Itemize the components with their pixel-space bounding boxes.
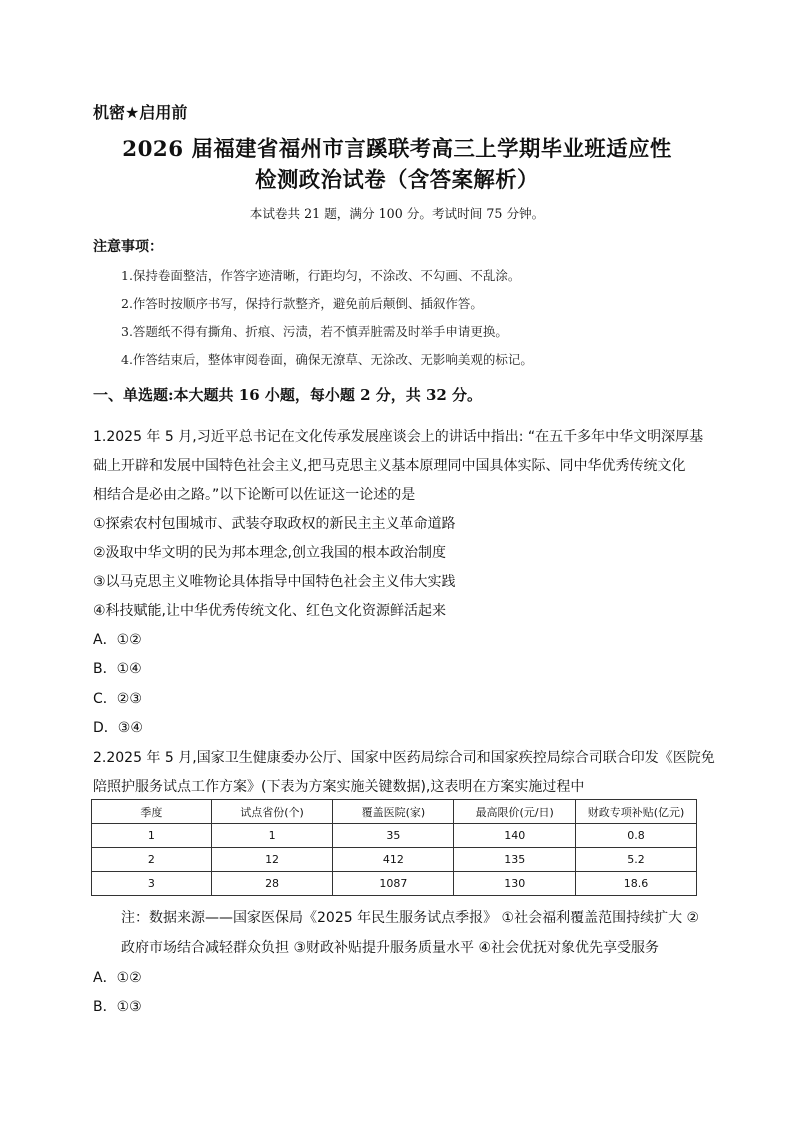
q2-text-line: 陪照护服务试点工作方案》(下表为方案实施关键数据),这表明在方案实施过程中 bbox=[93, 779, 585, 795]
q2-option-b: B．①③ bbox=[93, 999, 142, 1015]
table-header-cell: 财政专项补贴(亿元) bbox=[576, 800, 697, 824]
notice-item: 2.作答时按顺序书写，保持行款整齐，避免前后颠倒、插叙作答。 bbox=[121, 296, 483, 311]
q1-text-line: 相结合是必由之路。”以下论断可以佐证这一论述的是 bbox=[93, 487, 416, 503]
q1-statement: ②汲取中华文明的民为邦本理念,创立我国的根本政治制度 bbox=[93, 545, 446, 561]
table-cell: 0.8 bbox=[576, 824, 697, 848]
q1-option-c: C．②③ bbox=[93, 691, 142, 707]
table-cell: 18.6 bbox=[576, 872, 697, 896]
table-row bbox=[92, 872, 697, 896]
notice-item: 4.作答结束后，整体审阅卷面，确保无潦草、无涂改、无影响美观的标记。 bbox=[121, 352, 533, 367]
table-cell: 3 bbox=[92, 872, 212, 896]
q1-option-a: A．①② bbox=[93, 632, 142, 648]
table-cell: 1087 bbox=[333, 872, 454, 896]
q2-text-line: 2.2025 年 5 月,国家卫生健康委办公厅、国家中医药局综合司和国家疾控局综合司联合印发《医院免 bbox=[93, 750, 715, 766]
notice-heading: 注意事项： bbox=[93, 239, 163, 255]
section-heading: 一、单选题:本大题共 16 小题，每小题 2 分，共 32 分。 bbox=[93, 386, 483, 404]
table-cell: 28 bbox=[211, 872, 333, 896]
table-cell: 135 bbox=[454, 848, 576, 872]
q1-statement: ④科技赋能,让中华优秀传统文化、红色文化资源鲜活起来 bbox=[93, 603, 446, 619]
table-cell: 5.2 bbox=[576, 848, 697, 872]
table-cell: 2 bbox=[92, 848, 212, 872]
q2-option-a: A．①② bbox=[93, 970, 142, 986]
notice-item: 3.答题纸不得有撕角、折痕、污渍，若不慎弄脏需及时举手申请更换。 bbox=[121, 324, 508, 339]
q2-note-line: 政府市场结合减轻群众负担 ③财政补贴提升服务质量水平 ④社会优抚对象优先享受服务 bbox=[121, 940, 659, 956]
table-header-cell: 最高限价(元/日) bbox=[454, 800, 576, 824]
exam-title-line2: 检测政治试卷（含答案解析） bbox=[255, 168, 539, 193]
q1-text-line: 1.2025 年 5 月,习近平总书记在文化传承发展座谈会上的讲话中指出: “在五千多年中华文明深厚基 bbox=[93, 429, 704, 445]
table-cell: 12 bbox=[211, 848, 333, 872]
exam-title-line1: 2026 届福建省福州市言蹊联考高三上学期毕业班适应性 bbox=[122, 137, 672, 162]
table-header-cell: 覆盖医院(家) bbox=[333, 800, 454, 824]
q1-statement: ③以马克思主义唯物论具体指导中国特色社会主义伟大实践 bbox=[93, 574, 456, 590]
table-cell: 412 bbox=[333, 848, 454, 872]
confidential-label: 机密★启用前 bbox=[93, 103, 188, 122]
notice-item: 1.保持卷面整洁，作答字迹清晰，行距均匀，不涂改、不勾画、不乱涂。 bbox=[121, 268, 521, 283]
table-cell: 1 bbox=[92, 824, 212, 848]
table-row bbox=[92, 824, 697, 848]
table-cell: 140 bbox=[454, 824, 576, 848]
table-header-row bbox=[92, 800, 697, 824]
q1-text-line: 础上开辟和发展中国特色社会主义,把马克思主义基本原理同中国具体实际、同中华优秀传统文化 bbox=[93, 458, 686, 474]
exam-info: 本试卷共 21 题，满分 100 分。考试时间 75 分钟。 bbox=[249, 206, 545, 221]
q2-data-table bbox=[91, 799, 697, 896]
q1-option-d: D．③④ bbox=[93, 720, 143, 736]
table-header-cell: 季度 bbox=[92, 800, 212, 824]
table-header-cell: 试点省份(个) bbox=[211, 800, 333, 824]
q1-option-b: B．①④ bbox=[93, 661, 142, 677]
q1-statement: ①探索农村包围城市、武装夺取政权的新民主主义革命道路 bbox=[93, 516, 456, 532]
table-cell: 1 bbox=[211, 824, 333, 848]
q2-note-line: 注：数据来源——国家医保局《2025 年民生服务试点季报》 ①社会福利覆盖范围持续扩大 ② bbox=[121, 910, 700, 926]
table-cell: 35 bbox=[333, 824, 454, 848]
table-row bbox=[92, 848, 697, 872]
table-cell: 130 bbox=[454, 872, 576, 896]
